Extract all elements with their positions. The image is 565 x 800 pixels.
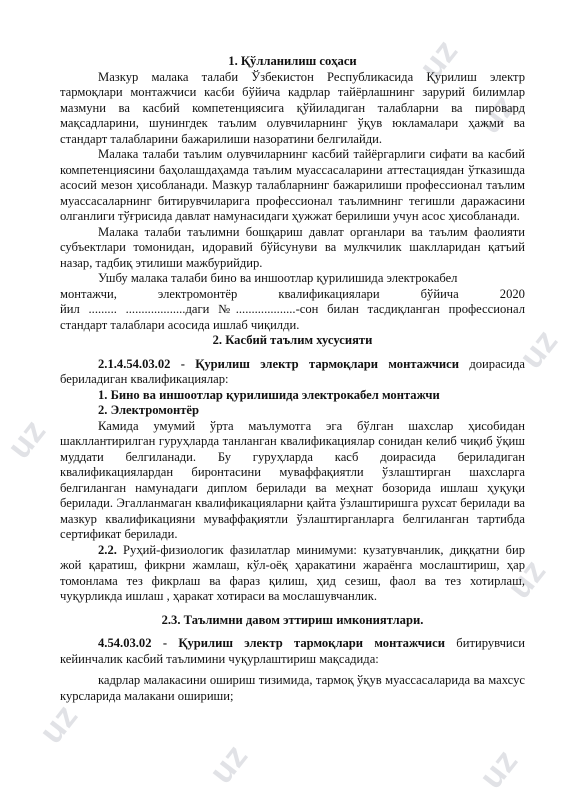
section-heading-continuation: 2.3. Таълимни давом эттириш имкониятлари. bbox=[161, 612, 424, 627]
scope-paragraph-2: Малака талаби таълим олувчиларнинг касбий тайёргарлиги сифати ва касбий компетенциясини баҳолашдаҳамда таълим муассасаларини аттестациядан ўтказишда асосий мезон ҳисобланади. Мазкур талабларнинг бажарилиши профессионал таълим муассасаларнинг битирувчиларига профессионал таълимнинг тегишли даражасини олганлиги тўғрисида давлат намунасидаги ҳужжат берилиши учун асос ҳисобланади. bbox=[60, 147, 525, 223]
watermark: uz bbox=[499, 552, 554, 606]
watermark: uz bbox=[471, 742, 526, 796]
watermark: uz bbox=[469, 87, 524, 141]
subsection-number: 2.2. bbox=[98, 542, 117, 557]
justified-word: квалификациялари bbox=[278, 286, 380, 301]
document-body bbox=[60, 54, 525, 704]
qualification-item-2: 2. Электромонтёр bbox=[98, 403, 200, 417]
psychophysiological-paragraph bbox=[60, 543, 525, 605]
justified-word: 2020 bbox=[499, 286, 525, 301]
education-paragraph: Камида умумий ўрта маълумотга эга бўлган шахслар ҳисобидан шакллантирилган гуруҳларда танланган квалификациялар сонидан келиб чиқиб ўқиш муддати белгиланади. Бу гуруҳларда касб доирасида бериладиган квалификациялардан биронтасини муваффақиятли ўзлаштирган шахсларга белгиланган намунадаги диплом берилади ва меҳнат бозорида ишлаш ҳуқуқи берилади. Эгалланмаган квалификацияларни қайта ўзлаштиришга рухсат берилади ва мазкур квалификацияни муваффақиятли ўзлаштирганларга белгиланган тартибда сертификат берилади. bbox=[60, 418, 525, 541]
watermark: uz bbox=[31, 697, 86, 751]
continuation-code: 4.54.03.02 - Қурилиш электр тармоқлари монтажчиси bbox=[98, 636, 445, 650]
watermark: uz bbox=[411, 32, 466, 86]
psychophysiological-text: Руҳий-физиологик фазилатлар минимуми: кузатувчанлик, диққатни бир жой қаратиш, фикрни жамлаш, кўл-оёқ ҳаракатини жараёнга мослаштириш, ҳар томонлама тез фикрлаш ва фараз қилиш, ҳид сезиш, фаол ва тез хотирлаш, чуқурликда ишлаш , ҳаракат хотираси ва мослашувчанлик. bbox=[60, 542, 525, 603]
justified-word: бўйича bbox=[420, 286, 459, 301]
scope-paragraph-4-rest: йил ......... ...................даги №...................-сон билан тасдиқланган профессионал стандарт талаблари асосида ишлаб чиқилди. bbox=[60, 302, 525, 332]
qualification-item-1: 1. Бино ва иншоотлар қурилишида электрокабел монтажчи bbox=[98, 387, 440, 402]
section-heading-features: 2. Касбий таълим хусусияти bbox=[212, 333, 373, 347]
justified-word: монтажчи, bbox=[60, 286, 117, 301]
scope-paragraph-4-line1: Ушбу малака талаби бино ва иншоотлар қурилишида электрокабел bbox=[98, 271, 458, 285]
watermark: uz bbox=[0, 412, 54, 466]
watermark: uz bbox=[511, 322, 565, 376]
continuation-intro bbox=[60, 636, 525, 667]
qualification-intro-text: доирасида бериладиган квалификациялар: bbox=[60, 356, 525, 386]
qualification-intro bbox=[60, 357, 525, 388]
qualification-code: 2.1.4.54.03.02 - Қурилиш электр тармоқлари монтажчиси bbox=[98, 356, 459, 371]
continuation-intro-text: битирувчиси кейинчалик касбий таълимини чуқурлаштириш мақсадида: bbox=[60, 636, 525, 666]
watermark: uz bbox=[201, 737, 256, 791]
scope-paragraph-1: Мазкур малака талаби Ўзбекистон Республикасида Қурилиш электр тармоқлари монтажчиси касби бўйича кадрлар тайёрлашнинг зарурий билимлар мазмуни ва касбий компетенциясига қўйиладиган талабларни ва пировард мақсадларини, шунингдек таълим олувчиларнинг ўқув юкламалари ҳажми ва стандарт талабларини бажарилиши назоратини белгилайди. bbox=[60, 69, 525, 146]
scope-paragraph-4-line2 bbox=[60, 287, 525, 303]
justified-word: электромонтёр bbox=[157, 286, 238, 301]
scope-paragraph-3: Малака талаби таълимни бошқариш давлат органлари ва таълим фаолияти субъектлари томонидан, идоравий бўйсунуви ва мулкчилик шаклларидан қатъий назар, тадбиқ этилиши мажбурийдир. bbox=[60, 224, 525, 270]
section-heading-scope: 1. Қўлланилиш соҳаси bbox=[228, 54, 357, 68]
continuation-paragraph: кадрлар малакасини ошириш тизимида, тармоқ ўқув муассасаларида ва махсус курсларида малакани ошириши; bbox=[60, 673, 525, 703]
